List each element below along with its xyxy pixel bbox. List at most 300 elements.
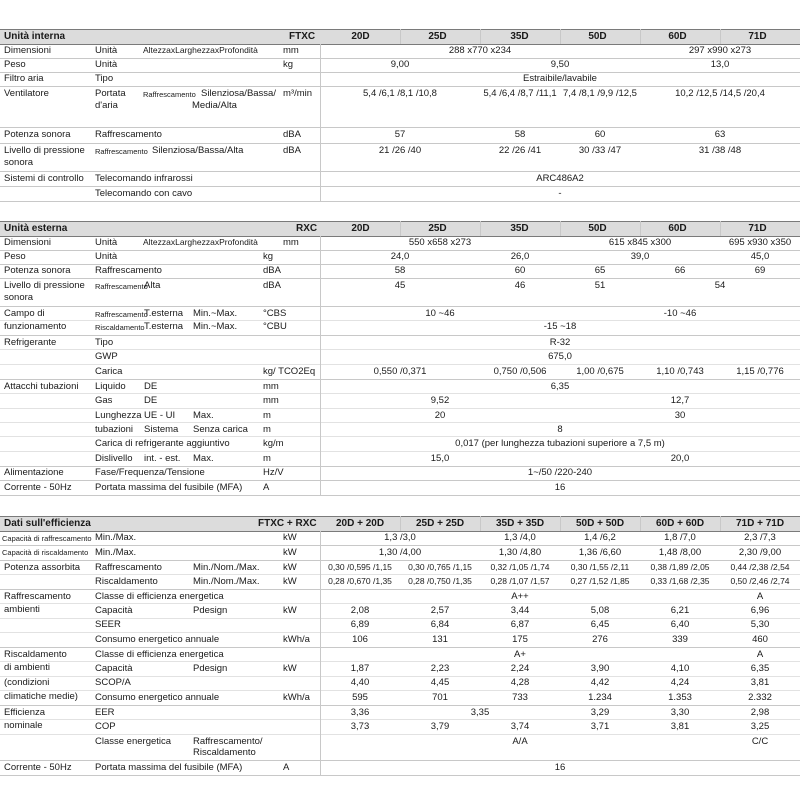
value: 4,28	[510, 677, 530, 688]
indoor-col-50d: 50D	[588, 31, 607, 42]
value: 24,0	[390, 251, 410, 262]
row-unit: kg/m	[263, 438, 284, 449]
indoor-col-35d: 35D	[510, 31, 529, 42]
value: 701	[432, 692, 448, 703]
value: 58	[394, 265, 406, 276]
row-unit: m	[263, 453, 271, 464]
value: 5,08	[590, 605, 610, 616]
value: 6,35	[550, 381, 570, 392]
row-sub-label: Carica di refrigerante aggiuntivo	[95, 438, 230, 449]
row-sub-label: Classe energetica	[95, 736, 172, 747]
row-unit: dBA	[263, 280, 281, 291]
value: 1,3 /3,0	[384, 532, 416, 543]
value: 3,74	[510, 721, 530, 732]
row-sub-label: Tipo	[95, 73, 114, 84]
value: 3,29	[590, 707, 610, 718]
value: 66	[674, 265, 686, 276]
value: 3,79	[430, 721, 450, 732]
row-desc: Min./Max.	[95, 532, 137, 543]
value: -10 ~46	[663, 308, 697, 319]
outdoor-row-pipe-extra	[0, 436, 800, 452]
row-sub-label: Gas	[95, 395, 113, 406]
row-label: Potenza assorbita	[4, 562, 81, 573]
row-sub-label: Liquido	[95, 381, 126, 392]
outdoor-col-25d: 25D	[428, 223, 447, 234]
value: 1.234	[588, 692, 612, 703]
value: 1,48 /8,00	[658, 547, 702, 558]
value: 0,30 /0,765 /1,15	[408, 562, 472, 572]
row-unit: kg/ TCO2Eq	[263, 366, 316, 377]
row-sub-label: Raffrescamento	[95, 562, 162, 573]
value: 15,0	[430, 453, 450, 464]
value: 0,30 /0,595 /1,15	[328, 562, 392, 572]
value: 5,4 /6,4 /8,7 /11,1	[483, 88, 557, 99]
row-sub-label: Portata massima del fusibile (MFA)	[95, 762, 243, 773]
row-sub-label: Fase/Frequenza/Tensione	[95, 467, 205, 478]
value: 0,33 /1,68 /2,35	[650, 576, 710, 586]
row-desc: T.esterna	[144, 321, 184, 332]
row-desc: Min./Nom./Max.	[193, 576, 260, 587]
value: 0,30 /1,55 /2,11	[570, 562, 630, 572]
value: 3,71	[590, 721, 610, 732]
row-desc: AltezzaxLarghezzaxProfondità	[143, 237, 258, 247]
row-mode: Riscaldamento	[95, 323, 145, 332]
indoor-col-25d: 25D	[428, 31, 447, 42]
divider	[560, 221, 561, 236]
value: C/C	[751, 736, 769, 747]
value: 0,28 /0,750 /1,35	[408, 576, 472, 586]
value: -15 ~18	[543, 321, 577, 332]
value: 6,84	[430, 619, 450, 630]
indoor-row-sound-pressure	[0, 143, 800, 172]
row-unit: mm	[283, 237, 299, 248]
value: 3,35	[470, 707, 490, 718]
row-desc: T.esterna	[144, 308, 184, 319]
value: 550 x658 x273	[408, 237, 472, 248]
value: 2,08	[350, 605, 370, 616]
eff-row-sh-capacity	[0, 661, 800, 677]
value: 6,45	[590, 619, 610, 630]
value: 3,81	[750, 677, 770, 688]
value: A+	[514, 649, 526, 660]
divider	[720, 29, 721, 44]
row-unit: kWh/a	[283, 692, 310, 703]
outdoor-row-pipe-length	[0, 408, 800, 423]
value: 9,52	[430, 395, 450, 406]
outdoor-row-weight	[0, 250, 800, 265]
value: 5,30	[750, 619, 770, 630]
row-sub-label: Unità	[95, 45, 118, 56]
value: A	[756, 649, 764, 660]
value: 7,4 /8,1 /9,9 /12,5	[563, 88, 637, 99]
row-sub-label: GWP	[95, 351, 118, 362]
outdoor-row-pipe-gas	[0, 393, 800, 409]
value: Estraibile/lavabile	[523, 73, 597, 84]
outdoor-row-pipe-level	[0, 451, 800, 467]
row-sub-label: tubazioni	[95, 424, 134, 435]
outdoor-title: Unità esterna	[4, 223, 68, 234]
row-desc: Raffrescamento/	[193, 736, 263, 747]
value: 58	[514, 129, 526, 140]
row-label: Refrigerante	[4, 337, 57, 348]
row-label: Potenza sonora	[4, 129, 71, 140]
divider	[400, 29, 401, 44]
row-label: Alimentazione	[4, 467, 64, 478]
value: 22 /26 /41	[498, 145, 542, 156]
row-desc: Min.~Max.	[193, 321, 238, 332]
row-label: Livello di pressione	[4, 280, 85, 291]
row-desc: AltezzaxLarghezzaxProfondità	[143, 45, 258, 55]
value: 10,2 /12,5 /14,5 /20,4	[675, 88, 765, 99]
value: 4,40	[350, 677, 370, 688]
row-label: Efficienza	[4, 707, 46, 718]
outdoor-row-current	[0, 480, 800, 496]
value: 695 x930 x350	[728, 237, 792, 248]
row-unit: A	[283, 762, 290, 773]
row-sub-label: EER	[95, 707, 115, 718]
value: 31 /38 /48	[698, 145, 742, 156]
row-desc: Min./Max.	[95, 547, 137, 558]
row-unit: dBA	[283, 145, 301, 156]
value: 1,30 /4,80	[498, 547, 542, 558]
row-label: Capacità di riscaldamento	[2, 548, 89, 557]
value: 57	[394, 129, 406, 140]
outdoor-col-35d: 35D	[510, 223, 529, 234]
row-sub-label: Raffrescamento	[95, 129, 162, 140]
row-label: funzionamento	[4, 321, 67, 332]
value: 51	[594, 280, 606, 291]
value: 0,28 /1,07 /1,57	[490, 576, 550, 586]
value: 21 /26 /40	[378, 145, 422, 156]
indoor-row-filter	[0, 72, 800, 87]
value: 13,0	[710, 59, 730, 70]
row-unit: dBA	[263, 265, 281, 276]
indoor-col-60d: 60D	[668, 31, 687, 42]
value: 9,50	[550, 59, 570, 70]
value: 733	[512, 692, 528, 703]
row-unit: kW	[283, 663, 297, 674]
efficiency-col-25d: 25D + 25D	[415, 518, 465, 529]
efficiency-col-50d: 50D + 50D	[575, 518, 625, 529]
row-label: sonora	[4, 292, 34, 303]
eff-row-current	[0, 760, 800, 776]
value: 6,40	[670, 619, 690, 630]
indoor-row-sound-power	[0, 127, 800, 144]
value: 10 ~46	[425, 308, 455, 319]
row-label: di ambienti	[4, 662, 50, 673]
indoor-row-dimensions	[0, 44, 800, 59]
outdoor-row-ref-charge	[0, 364, 800, 380]
divider	[320, 44, 321, 201]
row-mode: Raffrescamento	[95, 147, 148, 156]
value: 2,23	[430, 663, 450, 674]
row-label: Campo di	[4, 308, 45, 319]
value: 276	[592, 634, 608, 645]
value: 46	[514, 280, 526, 291]
value: 3,44	[510, 605, 530, 616]
row-unit: kg	[283, 59, 294, 70]
efficiency-col-60d: 60D + 60D	[655, 518, 705, 529]
outdoor-row-pipe-liquid	[0, 379, 800, 394]
eff-row-energy-class	[0, 734, 800, 761]
row-unit: dBA	[283, 129, 301, 140]
row-desc: Media/Alta	[192, 100, 237, 111]
row-label: Dimensioni	[4, 237, 51, 248]
value: 1,3 /4,0	[504, 532, 536, 543]
row-desc: Pdesign	[193, 605, 228, 616]
value: 60	[514, 265, 526, 276]
value: 6,96	[750, 605, 770, 616]
row-unit: mm	[263, 381, 279, 392]
value: 106	[352, 634, 368, 645]
value: 2,98	[750, 707, 770, 718]
row-label: Raffrescamento	[4, 591, 71, 602]
eff-row-cool-capacity	[0, 531, 800, 546]
row-unit: m	[263, 424, 271, 435]
value: 4,42	[590, 677, 610, 688]
eff-row-sh-class	[0, 647, 800, 662]
row-desc: Silenziosa/Bassa/	[201, 88, 276, 99]
value: 8	[557, 424, 563, 435]
value: A++	[511, 591, 529, 602]
eff-row-power-heat	[0, 574, 800, 590]
row-mode: Raffrescamento	[95, 282, 148, 291]
value: 16	[554, 762, 566, 773]
value: 0,27 /1,52 /1,85	[570, 576, 630, 586]
value: 54	[714, 280, 726, 291]
value: 131	[432, 634, 448, 645]
row-sub-label: SEER	[95, 619, 121, 630]
value: 6,35	[750, 663, 770, 674]
value: 0,50 /2,46 /2,74	[730, 576, 790, 586]
row-label: nominale	[4, 720, 43, 731]
value: 1,36 /6,60	[578, 547, 622, 558]
outdoor-row-range-cool	[0, 306, 800, 321]
eff-row-sc-class	[0, 589, 800, 604]
value: R-32	[549, 337, 571, 348]
divider	[560, 516, 561, 531]
row-label: climatiche medie)	[4, 691, 78, 702]
row-sub-label: Dislivello	[95, 453, 133, 464]
value: 6,89	[350, 619, 370, 630]
value: 297 x990 x273	[688, 45, 752, 56]
value: 63	[714, 129, 726, 140]
row-unit: kWh/a	[283, 634, 310, 645]
divider	[640, 221, 641, 236]
row-unit: °CBS	[263, 308, 287, 319]
row-sub-label: SCOP/A	[95, 677, 131, 688]
row-unit: kW	[283, 605, 297, 616]
indoor-row-control-wired	[0, 186, 800, 202]
value: 65	[594, 265, 606, 276]
outdoor-col-20d: 20D	[351, 223, 370, 234]
row-desc: Max.	[193, 410, 214, 421]
divider	[640, 29, 641, 44]
divider	[480, 516, 481, 531]
indoor-row-weight	[0, 58, 800, 73]
indoor-col-20d: 20D	[351, 31, 370, 42]
divider	[320, 531, 321, 775]
row-unit: kW	[283, 562, 297, 573]
value: 0,550 /0,371	[373, 366, 427, 377]
outdoor-model: RXC	[296, 223, 318, 234]
row-desc: DE	[144, 395, 158, 406]
value: 12,7	[670, 395, 690, 406]
value: 4,10	[670, 663, 690, 674]
value: 175	[512, 634, 528, 645]
value: 2,30 /9,00	[738, 547, 782, 558]
row-unit: m³/min	[283, 88, 313, 99]
row-unit: kW	[283, 547, 297, 558]
divider	[400, 516, 401, 531]
row-label: (condizioni	[4, 677, 50, 688]
row-label: Filtro aria	[4, 73, 44, 84]
row-unit: kW	[283, 576, 297, 587]
row-desc: Min.~Max.	[193, 308, 238, 319]
eff-row-sh-consumption	[0, 690, 800, 706]
row-label: Corrente - 50Hz	[4, 482, 72, 493]
value: 1~/50 /220-240	[527, 467, 593, 478]
indoor-model: FTXC	[289, 31, 316, 42]
value: 3,25	[750, 721, 770, 732]
value: 45	[394, 280, 406, 291]
outdoor-row-sound-power	[0, 264, 800, 279]
value: 5,4 /6,1 /8,1 /10,8	[363, 88, 437, 99]
row-label: Sistemi di controllo	[4, 173, 84, 184]
value: 2,57	[430, 605, 450, 616]
row-sub-label: Capacità	[95, 605, 133, 616]
row-desc: Alta	[144, 280, 161, 291]
row-desc: Silenziosa/Bassa/Alta	[152, 145, 244, 156]
value: 1,10 /0,743	[656, 366, 704, 377]
value: 1,30 /4,00	[378, 547, 422, 558]
row-sub-label: Riscaldamento	[95, 576, 158, 587]
eff-row-sh-scop	[0, 676, 800, 691]
value: 1.353	[668, 692, 692, 703]
value: 60	[594, 129, 606, 140]
divider	[640, 516, 641, 531]
row-unit: mm	[263, 395, 279, 406]
value: 4,45	[430, 677, 450, 688]
row-sub-label: Capacità	[95, 663, 133, 674]
outdoor-row-pipe-nocharge	[0, 422, 800, 437]
row-unit: kW	[283, 532, 297, 543]
row-sub-label: Classe di efficienza energetica	[95, 591, 224, 602]
outdoor-row-ref-type	[0, 335, 800, 350]
value: 1,8 /7,0	[664, 532, 696, 543]
eff-row-heat-capacity	[0, 545, 800, 561]
value: 0,44 /2,38 /2,54	[730, 562, 790, 572]
value: 339	[672, 634, 688, 645]
value: 615 x845 x300	[608, 237, 672, 248]
value: A/A	[512, 736, 528, 747]
value: 0,28 /0,670 /1,35	[328, 576, 392, 586]
row-sub-label: COP	[95, 721, 116, 732]
outdoor-row-range-heat	[0, 320, 800, 336]
value: 3,81	[670, 721, 690, 732]
row-unit: mm	[283, 45, 299, 56]
eff-row-sc-seer	[0, 618, 800, 633]
row-mode: Raffrescamento	[143, 90, 196, 99]
value: 6,87	[510, 619, 530, 630]
value: 1,87	[350, 663, 370, 674]
row-sub-label: Carica	[95, 366, 123, 377]
eff-row-sc-capacity	[0, 603, 800, 619]
row-sub-label: Tipo	[95, 337, 114, 348]
value: 6,21	[670, 605, 690, 616]
eff-row-sc-consumption	[0, 632, 800, 648]
row-desc: Min./Nom./Max.	[193, 562, 260, 573]
row-sub-label: Unità	[95, 251, 118, 262]
value: 3,90	[590, 663, 610, 674]
row-label: Dimensioni	[4, 45, 51, 56]
row-sub-label: Consumo energetico annuale	[95, 634, 220, 645]
value: 0,750 /0,506	[493, 366, 547, 377]
value: 1,00 /0,675	[576, 366, 624, 377]
value: 675,0	[548, 351, 572, 362]
efficiency-col-20d: 20D + 20D	[335, 518, 385, 529]
value: 30	[674, 410, 686, 421]
row-label: sonora	[4, 157, 34, 168]
value: 45,0	[750, 251, 770, 262]
value: 4,24	[670, 677, 690, 688]
row-unit: Hz/V	[263, 467, 284, 478]
row-sub-label: d'aria	[95, 100, 118, 111]
value: 69	[754, 265, 766, 276]
outdoor-col-60d: 60D	[668, 223, 687, 234]
row-label: Potenza sonora	[4, 265, 71, 276]
value: 39,0	[630, 251, 650, 262]
value: 16	[554, 482, 566, 493]
value: 1,15 /0,776	[736, 366, 784, 377]
eff-row-eer	[0, 705, 800, 720]
value: -	[558, 188, 562, 199]
value: 0,017 (per lunghezza tubazioni superiore a 7,5 m)	[455, 438, 665, 449]
divider	[400, 221, 401, 236]
row-sub-label: Telecomando infrarossi	[95, 173, 193, 184]
divider	[720, 516, 721, 531]
value: 3,73	[350, 721, 370, 732]
row-mode: Raffrescamento	[95, 310, 148, 319]
indoor-col-71d: 71D	[748, 31, 767, 42]
divider	[560, 29, 561, 44]
value: 2,24	[510, 663, 530, 674]
row-sub-label: Lunghezza	[95, 410, 142, 421]
value: 3,30	[670, 707, 690, 718]
row-label: Attacchi tubazioni	[4, 381, 79, 392]
row-label: Livello di pressione	[4, 145, 85, 156]
row-desc: Max.	[193, 453, 214, 464]
value: ARC486A2	[536, 173, 584, 184]
value: 0,32 /1,05 /1,74	[490, 562, 550, 572]
row-label: Ventilatore	[4, 88, 49, 99]
row-unit: A	[263, 482, 270, 493]
value: 460	[752, 634, 768, 645]
outdoor-row-ref-gwp	[0, 349, 800, 365]
value: 20	[434, 410, 446, 421]
value: 26,0	[510, 251, 530, 262]
value: 2.332	[748, 692, 772, 703]
value: 2,3 /7,3	[744, 532, 776, 543]
outdoor-row-power-supply	[0, 466, 800, 481]
row-sub-label: Classe di efficienza energetica	[95, 649, 224, 660]
row-sub-label: Unità	[95, 59, 118, 70]
outdoor-col-50d: 50D	[588, 223, 607, 234]
divider	[720, 221, 721, 236]
row-sub-label: Portata massima del fusibile (MFA)	[95, 482, 243, 493]
value: 595	[352, 692, 368, 703]
outdoor-col-71d: 71D	[748, 223, 767, 234]
